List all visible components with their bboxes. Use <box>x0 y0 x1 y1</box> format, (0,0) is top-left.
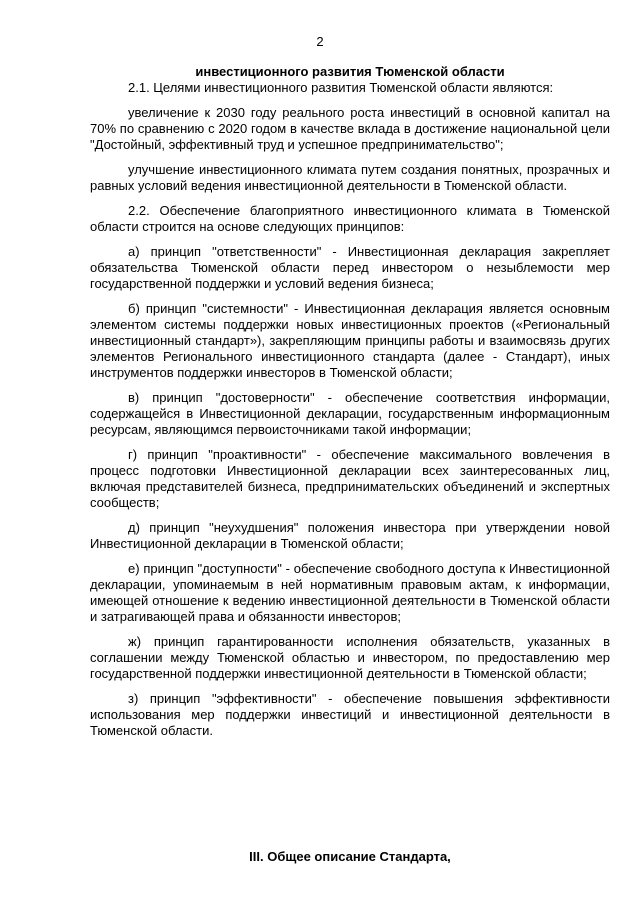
principle-z: з) принцип "эффективности" - обеспечение повышения эффективности использования мер поддержки инвестиций и инвестиционной деятельности в Тюменской области. <box>90 691 610 738</box>
page-number: 2 <box>316 34 324 49</box>
document-body <box>90 64 610 739</box>
principle-v: в) принцип "достоверности" - обеспечение соответствия информации, содержащейся в Инвестиционной декларации, государственным информационным ресурсам, являющимся первоисточниками такой информации; <box>90 390 610 437</box>
section-title-iii: III. Общее описание Стандарта, <box>249 849 451 864</box>
principle-a: а) принцип "ответственности" - Инвестиционная декларация закрепляет обязательства Тюменской области перед инвестором о незыблемости мер государственной поддержки и условий ведения бизнеса; <box>90 244 610 291</box>
paragraph-goal-investment-climate: улучшение инвестиционного климата путем создания понятных, прозрачных и равных условий ведения инвестиционной деятельности в Тюменской области. <box>90 162 610 193</box>
paragraph-goal-investment-growth: увеличение к 2030 году реального роста инвестиций в основной капитал на 70% по сравнению с 2020 годом в качестве вклада в достижение национальной цели "Достойный, эффективный труд и успешное предпринимательство"; <box>90 105 610 152</box>
principle-g: г) принцип "проактивности" - обеспечение максимального вовлечения в процесс подготовки Инвестиционной декларации всех заинтересованных лиц, включая представителей бизнеса, предпринимательских объединений и экспертных сообществ; <box>90 447 610 510</box>
paragraph-2-1: 2.1. Целями инвестиционного развития Тюменской области являются: <box>128 80 554 95</box>
principle-d: д) принцип "неухудшения" положения инвестора при утверждении новой Инвестиционной декларации в Тюменской области; <box>90 520 610 551</box>
paragraph-2-2: 2.2. Обеспечение благоприятного инвестиционного климата в Тюменской области строится на основе следующих принципов: <box>90 203 610 234</box>
principle-zh: ж) принцип гарантированности исполнения обязательств, указанных в соглашении между Тюменской областью и инвестором, по предоставлению мер государственной поддержки инвестиционной деятельности в Тюменской области; <box>90 634 610 681</box>
section-heading-continuation: инвестиционного развития Тюменской области <box>195 64 505 79</box>
principle-b: б) принцип "системности" - Инвестиционная декларация является основным элементом системы поддержки новых инвестиционных проектов («Региональный инвестиционный стандарт»), закрепляющим принципы работы и взаимосвязь других элементов Регионального инвестиционного стандарта (далее - Стандарт), иных инструментов поддержки инвесторов в Тюменской области; <box>90 301 610 380</box>
principle-e: е) принцип "доступности" - обеспечение свободного доступа к Инвестиционной декларации, упоминаемым в ней нормативным правовым актам, к информации, имеющей отношение к ведению инвестиционной деятельности в Тюменской области и затрагивающей права и обязанности инвесторов; <box>90 561 610 624</box>
